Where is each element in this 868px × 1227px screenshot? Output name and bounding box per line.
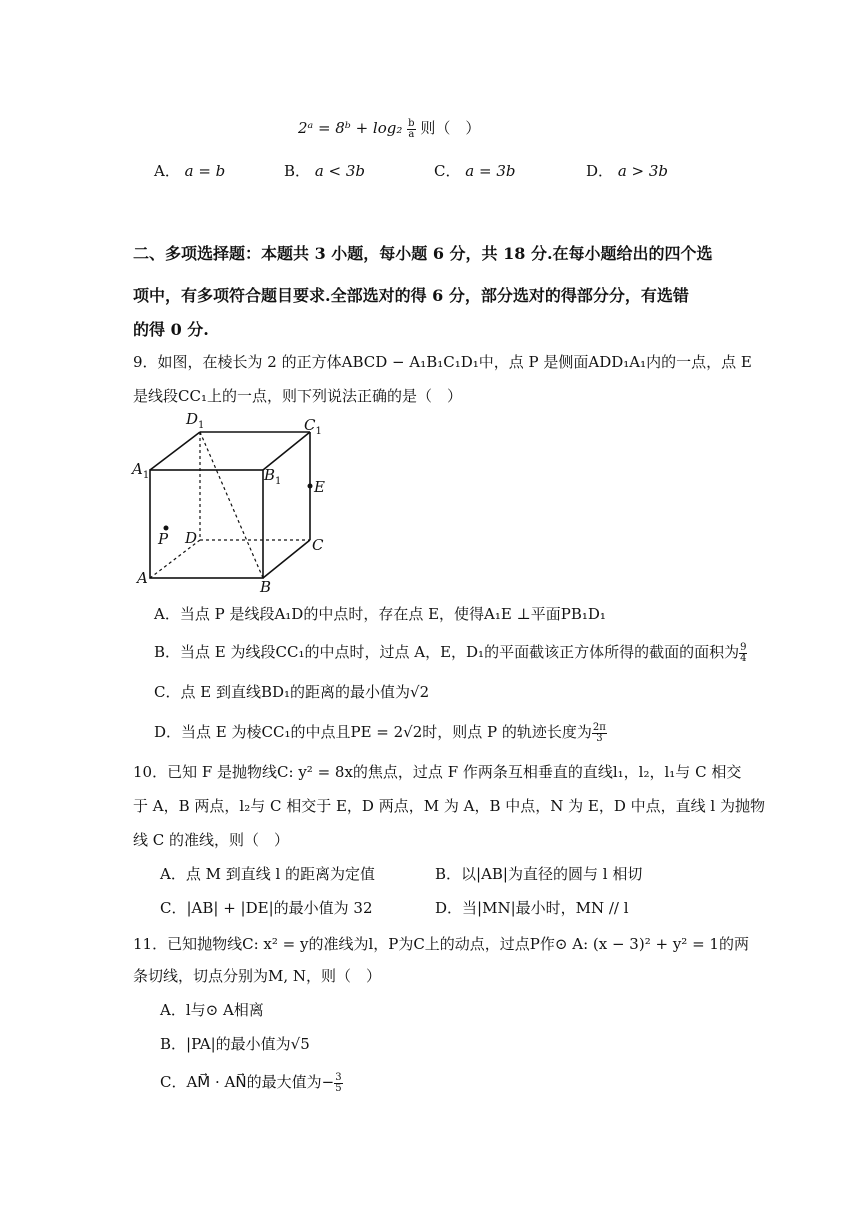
label-d: D — [185, 529, 198, 547]
choice-text: a > 3b — [617, 162, 669, 180]
q9-stem-line1: 9．如图，在棱长为 2 的正方体ABCD − A₁B₁C₁D₁中，点 P 是侧面ADD₁A₁内的一点，点 E — [133, 353, 752, 371]
choice-text: a < 3b — [314, 162, 366, 180]
frac-den: 3 — [596, 732, 603, 744]
q11-option-a[interactable]: A．l与⊙ A相离 — [160, 1001, 264, 1019]
q11-stem-line2: 条切线，切点分别为M, N，则（ ） — [133, 967, 382, 985]
q9-option-a[interactable]: A．当点 P 是线段A₁D的中点时，存在点 E，使得A₁E ⊥平面PB₁D₁ — [154, 605, 606, 623]
choice-text: a = 3b — [465, 162, 516, 180]
label-c: C — [312, 536, 324, 554]
q10-option-b[interactable]: B．以|AB|为直径的圆与 l 相切 — [435, 865, 643, 883]
choice-label: A． — [154, 162, 180, 180]
q8-equation — [298, 118, 480, 140]
label-e: E — [314, 478, 325, 496]
choice-label: D． — [586, 162, 614, 180]
q8-frac-num: b — [408, 117, 415, 129]
q8-choice-d[interactable] — [586, 160, 668, 181]
q8-frac-den: a — [408, 128, 415, 140]
frac-num: 3 — [335, 1071, 342, 1083]
q10-stem-line3: 线 C 的准线，则（ ） — [133, 831, 290, 849]
q8-equation-main: 2ᵃ = 8ᵇ + log₂ — [298, 119, 403, 137]
q11-option-c-text: C．AM⃗ · AN⃗的最大值为− — [160, 1073, 335, 1091]
label-c1: $C_1$ — [304, 416, 322, 437]
q9-option-d-fraction — [592, 723, 607, 744]
section2-line1: 二、多项选择题：本题共 3 小题，每小题 6 分，共 18 分.在每小题给出的四个选 — [133, 244, 713, 263]
q9-stem-line2: 是线段CC₁上的一点，则下列说法正确的是（ ） — [133, 387, 462, 405]
label-a: A — [137, 569, 148, 587]
q8-choice-c[interactable] — [434, 160, 515, 181]
q8-choice-a[interactable] — [154, 160, 225, 181]
q10-stem-line1: 10．已知 F 是抛物线C: y² = 8x的焦点，过点 F 作两条互相垂直的直线l₁，l₂，l₁与 C 相交 — [133, 763, 742, 781]
q10-option-d[interactable]: D．当|MN|最小时，MN // l — [435, 899, 629, 917]
q11-stem-line1: 11．已知抛物线C: x² = y的准线为l，P为C上的动点，过点P作⊙ A: (x − 3)² + y² = 1的两 — [133, 935, 749, 953]
section2-line3: 的得 0 分. — [133, 320, 209, 339]
q9-option-b[interactable] — [154, 642, 747, 664]
q8-fraction — [407, 119, 415, 140]
section2-line2: 项中，有多项符合题目要求.全部选对的得 6 分，部分选对的得部分分，有选错 — [133, 286, 689, 305]
label-b1: $B_1$ — [264, 466, 282, 487]
q8-suffix: 则（ ） — [420, 119, 481, 137]
q10-stem-line2: 于 A，B 两点，l₂与 C 相交于 E，D 两点，M 为 A，B 中点，N 为 E，D 中点，直线 l 为抛物 — [133, 797, 765, 815]
q10-option-c[interactable]: C．|AB| + |DE|的最小值为 32 — [160, 899, 373, 917]
frac-num: 2π — [592, 721, 606, 733]
label-a1: $A_1$ — [132, 460, 150, 481]
label-p: P — [158, 530, 169, 548]
cube-figure — [128, 410, 328, 600]
q9-option-b-text: B．当点 E 为线段CC₁的中点时，过点 A，E，D₁的平面截该正方体所得的截面的面积为 — [154, 643, 740, 661]
q9-option-b-fraction — [739, 643, 747, 664]
q8-choice-b[interactable] — [284, 160, 365, 181]
q9-option-c[interactable]: C．点 E 到直线BD₁的距离的最小值为√2 — [154, 683, 430, 701]
q9-option-d-text: D．当点 E 为棱CC₁的中点且PE = 2√2时，则点 P 的轨迹长度为 — [154, 723, 592, 741]
label-b: B — [260, 578, 272, 596]
label-d1: $D_1$ — [186, 410, 205, 431]
choice-label: B． — [284, 162, 311, 180]
q11-option-c[interactable] — [160, 1072, 343, 1094]
frac-den: 4 — [740, 652, 747, 664]
q11-option-c-fraction — [334, 1073, 342, 1094]
frac-num: 9 — [740, 641, 747, 653]
choice-label: C． — [434, 162, 461, 180]
q10-option-a[interactable]: A．点 M 到直线 l 的距离为定值 — [160, 865, 376, 883]
q9-option-d[interactable] — [154, 722, 607, 744]
choice-text: a = b — [184, 162, 226, 180]
frac-den: 5 — [335, 1082, 342, 1094]
q11-option-b[interactable]: B．|PA|的最小值为√5 — [160, 1035, 310, 1053]
